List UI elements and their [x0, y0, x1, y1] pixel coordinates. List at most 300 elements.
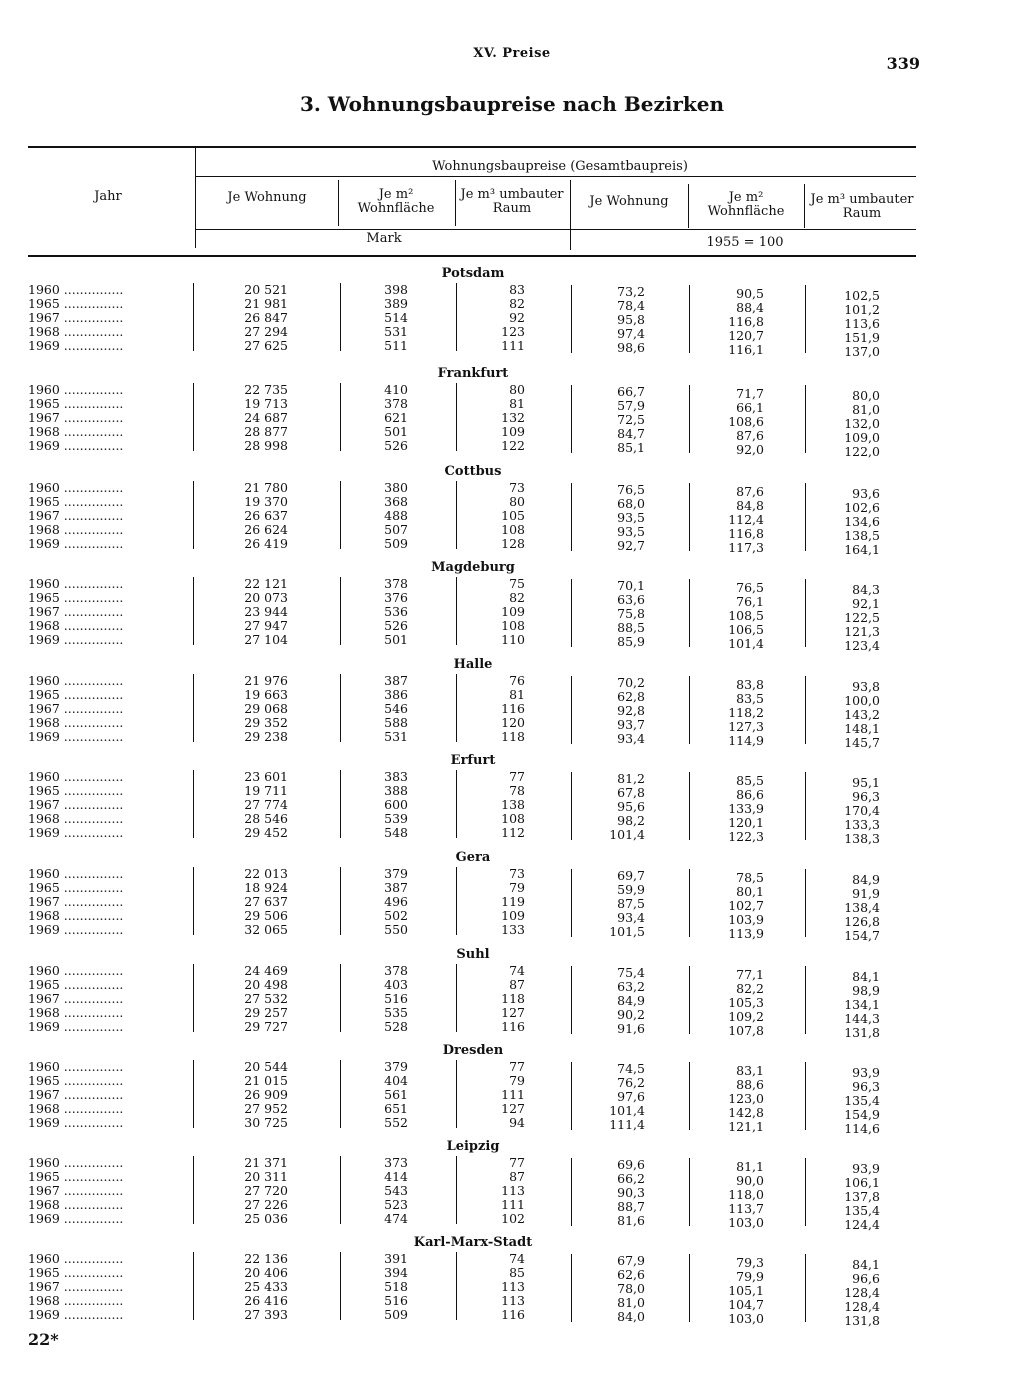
dot-leader: ............... [59, 397, 124, 411]
cell-je-wohnung-mark: 28 546 [244, 811, 288, 826]
cell-je-wohnung-mark: 26 416 [244, 1293, 288, 1308]
year-label [28, 439, 188, 453]
cell-je-m3-index: 96,3 [852, 789, 880, 804]
cell-je-m2-mark: 496 [384, 894, 408, 909]
cell-je-wohnung-mark: 24 687 [244, 410, 288, 425]
year-label [28, 495, 188, 509]
cell-je-m2-index: 87,6 [736, 484, 764, 499]
cell-je-m3-index: 91,9 [852, 886, 880, 901]
year-label [28, 992, 188, 1006]
dot-leader: ............... [59, 909, 124, 923]
year-label [28, 283, 188, 297]
year-label [28, 481, 188, 495]
dot-leader: ............... [59, 1280, 124, 1294]
dot-leader: ............... [59, 674, 124, 688]
cell-je-m3-mark: 113 [501, 1293, 525, 1308]
cell-je-m3-mark: 83 [509, 282, 525, 297]
cell-je-wohnung-mark: 26 624 [244, 522, 288, 537]
cell-je-m2-index: 81,1 [736, 1159, 764, 1174]
column-rule [193, 1156, 194, 1224]
cell-je-m2-index: 76,1 [736, 594, 764, 609]
cell-je-wohnung-mark: 23 601 [244, 769, 288, 784]
cell-je-m2-mark: 378 [384, 396, 408, 411]
cell-je-m3-index: 95,1 [852, 775, 880, 790]
cell-je-m2-index: 118,2 [728, 705, 764, 720]
dot-leader: ............... [59, 867, 124, 881]
dot-leader: ............... [59, 633, 124, 647]
year-label [28, 1198, 188, 1212]
dot-leader: ............... [59, 1116, 124, 1130]
cell-je-wohnung-mark: 27 947 [244, 618, 288, 633]
cell-je-m2-index: 112,4 [728, 512, 764, 527]
cell-je-m3-index: 143,2 [844, 707, 880, 722]
year-label [28, 339, 188, 353]
year-value: 1960 [28, 481, 60, 495]
cell-je-m2-index: 113,7 [728, 1201, 764, 1216]
cell-je-m3-mark: 123 [501, 324, 525, 339]
cell-je-m3-mark: 73 [509, 480, 525, 495]
cell-je-m2-mark: 398 [384, 282, 408, 297]
cell-je-wohnung-index: 87,5 [617, 896, 645, 911]
cell-je-wohnung-index: 68,0 [617, 496, 645, 511]
dot-leader: ............... [59, 770, 124, 784]
cell-je-wohnung-mark: 19 663 [244, 687, 288, 702]
cell-je-wohnung-mark: 27 637 [244, 894, 288, 909]
year-value: 1968 [28, 1102, 60, 1116]
year-label [28, 923, 188, 937]
cell-je-wohnung-index: 84,0 [617, 1309, 645, 1324]
year-label [28, 770, 188, 784]
district-name: Cottbus [444, 464, 502, 479]
year-value: 1969 [28, 1308, 60, 1322]
year-label [28, 577, 188, 591]
cell-je-wohnung-mark: 19 711 [244, 783, 288, 798]
cell-je-m3-mark: 118 [501, 991, 525, 1006]
cell-je-m2-index: 66,1 [736, 400, 764, 415]
year-label [28, 1088, 188, 1102]
cell-je-wohnung-index: 93,7 [617, 717, 645, 732]
cell-je-wohnung-index: 62,6 [617, 1267, 645, 1282]
year-label [28, 674, 188, 688]
cell-je-wohnung-mark: 19 713 [244, 396, 288, 411]
cell-je-m2-index: 87,6 [736, 428, 764, 443]
cell-je-m2-mark: 552 [384, 1115, 408, 1130]
cell-je-m3-mark: 81 [509, 687, 525, 702]
cell-je-m3-mark: 120 [501, 715, 525, 730]
cell-je-m3-mark: 132 [501, 410, 525, 425]
cell-je-m3-index: 131,8 [844, 1025, 880, 1040]
year-label [28, 1212, 188, 1226]
year-value: 1965 [28, 1266, 60, 1280]
year-value: 1969 [28, 439, 60, 453]
cell-je-m2-index: 76,5 [736, 580, 764, 595]
cell-je-m3-mark: 127 [501, 1005, 525, 1020]
cell-je-m2-mark: 516 [384, 1293, 408, 1308]
year-value: 1968 [28, 1006, 60, 1020]
cell-je-m2-mark: 380 [384, 480, 408, 495]
signature-mark: 22* [28, 1330, 59, 1349]
year-value: 1968 [28, 716, 60, 730]
dot-leader: ............... [59, 481, 124, 495]
year-label [28, 1308, 188, 1322]
cell-je-m3-mark: 138 [501, 797, 525, 812]
cell-je-m3-mark: 75 [509, 576, 525, 591]
cell-je-m3-mark: 80 [509, 382, 525, 397]
year-label [28, 1294, 188, 1308]
cell-je-m2-mark: 531 [384, 729, 408, 744]
header-divider-5 [804, 184, 805, 228]
year-value: 1968 [28, 812, 60, 826]
year-value: 1967 [28, 1088, 60, 1102]
year-value: 1967 [28, 411, 60, 425]
cell-je-m3-index: 98,9 [852, 983, 880, 998]
cell-je-m3-mark: 77 [509, 1155, 525, 1170]
column-header-rule [196, 229, 916, 230]
cell-je-m2-index: 103,0 [728, 1215, 764, 1230]
district-name: Karl-Marx-Stadt [413, 1235, 533, 1250]
cell-je-wohnung-index: 76,5 [617, 482, 645, 497]
year-label [28, 297, 188, 311]
cell-je-wohnung-mark: 20 544 [244, 1059, 288, 1074]
cell-je-m2-mark: 588 [384, 715, 408, 730]
cell-je-m3-index: 154,7 [844, 928, 880, 943]
year-label [28, 730, 188, 744]
cell-je-m2-index: 118,0 [728, 1187, 764, 1202]
cell-je-wohnung-index: 70,1 [617, 578, 645, 593]
column-rule [193, 674, 194, 742]
cell-je-wohnung-mark: 21 976 [244, 673, 288, 688]
cell-je-m2-mark: 526 [384, 438, 408, 453]
cell-je-m3-index: 93,9 [852, 1065, 880, 1080]
cell-je-m2-mark: 561 [384, 1087, 408, 1102]
cell-je-m3-index: 134,1 [844, 997, 880, 1012]
district-name: Erfurt [450, 753, 496, 768]
cell-je-m3-index: 122,0 [844, 444, 880, 459]
cell-je-m3-index: 93,8 [852, 679, 880, 694]
cell-je-m2-index: 90,5 [736, 286, 764, 301]
cell-je-m3-mark: 80 [509, 494, 525, 509]
cell-je-m3-mark: 108 [501, 522, 525, 537]
cell-je-m3-mark: 113 [501, 1279, 525, 1294]
cell-je-wohnung-index: 98,6 [617, 340, 645, 355]
cell-je-wohnung-index: 75,4 [617, 965, 645, 980]
year-value: 1967 [28, 992, 60, 1006]
cell-je-wohnung-mark: 22 735 [244, 382, 288, 397]
cell-je-m2-index: 83,1 [736, 1063, 764, 1078]
year-value: 1965 [28, 591, 60, 605]
cell-je-m3-mark: 133 [501, 922, 525, 937]
cell-je-m3-mark: 127 [501, 1101, 525, 1116]
cell-je-wohnung-index: 81,0 [617, 1295, 645, 1310]
group-header: Wohnungsbaupreise (Gesamtbaupreis) [432, 159, 688, 174]
cell-je-m3-index: 121,3 [844, 624, 880, 639]
cell-je-m2-mark: 501 [384, 632, 408, 647]
cell-je-m2-mark: 501 [384, 424, 408, 439]
year-label [28, 509, 188, 523]
cell-je-wohnung-mark: 29 238 [244, 729, 288, 744]
cell-je-m3-index: 92,1 [852, 596, 880, 611]
cell-je-m2-mark: 376 [384, 590, 408, 605]
cell-je-m2-index: 79,9 [736, 1269, 764, 1284]
year-value: 1968 [28, 425, 60, 439]
cell-je-m3-index: 126,8 [844, 914, 880, 929]
cell-je-wohnung-mark: 24 469 [244, 963, 288, 978]
header-divider-1 [338, 180, 339, 226]
dot-leader: ............... [59, 1252, 124, 1266]
cell-je-wohnung-index: 88,7 [617, 1199, 645, 1214]
cell-je-wohnung-index: 69,6 [617, 1157, 645, 1172]
cell-je-m3-mark: 109 [501, 424, 525, 439]
cell-je-wohnung-mark: 28 877 [244, 424, 288, 439]
cell-je-m2-index: 102,7 [728, 898, 764, 913]
cell-je-wohnung-mark: 25 036 [244, 1211, 288, 1226]
header-divider-3 [570, 180, 571, 250]
stub-divider [195, 148, 196, 248]
cell-je-wohnung-mark: 27 104 [244, 632, 288, 647]
cell-je-m2-mark: 383 [384, 769, 408, 784]
cell-je-m2-index: 77,1 [736, 967, 764, 982]
dot-leader: ............... [59, 283, 124, 297]
district-name: Potsdam [441, 266, 505, 281]
cell-je-wohnung-mark: 20 521 [244, 282, 288, 297]
district-name: Leipzig [446, 1139, 500, 1154]
year-value: 1960 [28, 674, 60, 688]
cell-je-m3-mark: 85 [509, 1265, 525, 1280]
cell-je-m3-mark: 73 [509, 866, 525, 881]
unit-mark: Mark [366, 231, 402, 246]
unit-index: 1955 = 100 [706, 235, 784, 250]
cell-je-m2-index: 116,8 [728, 526, 764, 541]
year-value: 1960 [28, 964, 60, 978]
cell-je-m2-mark: 550 [384, 922, 408, 937]
cell-je-wohnung-index: 84,7 [617, 426, 645, 441]
cell-je-m3-mark: 113 [501, 1183, 525, 1198]
cell-je-m3-mark: 110 [501, 632, 525, 647]
cell-je-wohnung-index: 101,4 [609, 1103, 645, 1118]
cell-je-m3-index: 114,6 [844, 1121, 880, 1136]
cell-je-m2-index: 88,6 [736, 1077, 764, 1092]
column-rule [193, 867, 194, 935]
cell-je-m2-mark: 410 [384, 382, 408, 397]
cell-je-m2-mark: 368 [384, 494, 408, 509]
col-header-mark-per-dwelling: Je Wohnung [227, 190, 307, 205]
cell-je-wohnung-index: 66,2 [617, 1171, 645, 1186]
cell-je-m3-mark: 122 [501, 438, 525, 453]
cell-je-wohnung-mark: 32 065 [244, 922, 288, 937]
cell-je-m3-index: 138,5 [844, 528, 880, 543]
cell-je-m2-index: 116,8 [728, 314, 764, 329]
year-value: 1968 [28, 909, 60, 923]
year-value: 1968 [28, 619, 60, 633]
dot-leader: ............... [59, 383, 124, 397]
cell-je-m3-mark: 94 [509, 1115, 525, 1130]
dot-leader: ............... [59, 425, 124, 439]
cell-je-m3-mark: 111 [501, 338, 525, 353]
cell-je-m3-index: 93,6 [852, 486, 880, 501]
year-value: 1965 [28, 1170, 60, 1184]
dot-leader: ............... [59, 1074, 124, 1088]
cell-je-wohnung-index: 101,5 [609, 924, 645, 939]
year-value: 1969 [28, 537, 60, 551]
chapter-heading: XV. Preise [473, 46, 551, 61]
cell-je-m2-mark: 387 [384, 880, 408, 895]
year-label [28, 591, 188, 605]
cell-je-m3-index: 106,1 [844, 1175, 880, 1190]
cell-je-m3-mark: 74 [509, 963, 525, 978]
cell-je-wohnung-index: 69,7 [617, 868, 645, 883]
cell-je-wohnung-mark: 25 433 [244, 1279, 288, 1294]
cell-je-m3-index: 123,4 [844, 638, 880, 653]
cell-je-wohnung-index: 85,1 [617, 440, 645, 455]
year-column-header: Jahr [94, 189, 122, 204]
dot-leader: ............... [59, 964, 124, 978]
col-header-mark-per-m3: Je m³ umbauter Raum [460, 187, 564, 216]
cell-je-wohnung-index: 95,8 [617, 312, 645, 327]
cell-je-m2-index: 105,1 [728, 1283, 764, 1298]
cell-je-m2-index: 92,0 [736, 442, 764, 457]
cell-je-m2-index: 113,9 [728, 926, 764, 941]
cell-je-m2-mark: 539 [384, 811, 408, 826]
dot-leader: ............... [59, 992, 124, 1006]
cell-je-wohnung-index: 93,4 [617, 910, 645, 925]
cell-je-m3-mark: 79 [509, 1073, 525, 1088]
year-label [28, 895, 188, 909]
cell-je-m2-mark: 546 [384, 701, 408, 716]
cell-je-m2-mark: 502 [384, 908, 408, 923]
year-label [28, 1170, 188, 1184]
dot-leader: ............... [59, 509, 124, 523]
cell-je-m3-index: 84,9 [852, 872, 880, 887]
cell-je-m3-index: 100,0 [844, 693, 880, 708]
year-label [28, 1074, 188, 1088]
cell-je-wohnung-index: 90,3 [617, 1185, 645, 1200]
cell-je-m2-index: 107,8 [728, 1023, 764, 1038]
year-value: 1965 [28, 397, 60, 411]
year-value: 1960 [28, 867, 60, 881]
cell-je-m3-mark: 116 [501, 1019, 525, 1034]
column-rule [193, 1060, 194, 1128]
cell-je-wohnung-index: 98,2 [617, 813, 645, 828]
cell-je-wohnung-mark: 29 452 [244, 825, 288, 840]
year-label [28, 1020, 188, 1034]
cell-je-m3-index: 164,1 [844, 542, 880, 557]
cell-je-m3-index: 137,8 [844, 1189, 880, 1204]
dot-leader: ............... [59, 716, 124, 730]
cell-je-m3-index: 138,4 [844, 900, 880, 915]
cell-je-m3-mark: 119 [501, 894, 525, 909]
cell-je-m3-index: 170,4 [844, 803, 880, 818]
cell-je-wohnung-index: 93,5 [617, 510, 645, 525]
dot-leader: ............... [59, 895, 124, 909]
cell-je-wohnung-mark: 20 311 [244, 1169, 288, 1184]
dot-leader: ............... [59, 1088, 124, 1102]
cell-je-wohnung-mark: 27 532 [244, 991, 288, 1006]
group-header-rule [196, 176, 916, 177]
cell-je-m3-mark: 111 [501, 1197, 525, 1212]
year-value: 1967 [28, 1280, 60, 1294]
year-label [28, 1060, 188, 1074]
dot-leader: ............... [59, 325, 124, 339]
year-value: 1969 [28, 633, 60, 647]
dot-leader: ............... [59, 978, 124, 992]
col-header-index-per-m3: Je m³ umbauter Raum [810, 192, 914, 221]
dot-leader: ............... [59, 591, 124, 605]
dot-leader: ............... [59, 702, 124, 716]
year-value: 1960 [28, 1252, 60, 1266]
cell-je-m2-mark: 536 [384, 604, 408, 619]
cell-je-m2-mark: 404 [384, 1073, 408, 1088]
cell-je-m3-mark: 108 [501, 811, 525, 826]
cell-je-m2-index: 79,3 [736, 1255, 764, 1270]
cell-je-wohnung-mark: 26 637 [244, 508, 288, 523]
header-bottom-rule [28, 255, 916, 257]
cell-je-m2-mark: 388 [384, 783, 408, 798]
cell-je-m2-mark: 651 [384, 1101, 408, 1116]
year-label [28, 964, 188, 978]
year-label [28, 1252, 188, 1266]
cell-je-m2-mark: 535 [384, 1005, 408, 1020]
col-header-index-per-dwelling: Je Wohnung [589, 194, 669, 209]
dot-leader: ............... [59, 1060, 124, 1074]
year-label [28, 619, 188, 633]
cell-je-m3-mark: 77 [509, 769, 525, 784]
cell-je-wohnung-mark: 18 924 [244, 880, 288, 895]
year-label [28, 383, 188, 397]
column-rule [193, 481, 194, 549]
cell-je-m2-mark: 386 [384, 687, 408, 702]
dot-leader: ............... [59, 297, 124, 311]
cell-je-wohnung-index: 93,4 [617, 731, 645, 746]
cell-je-wohnung-index: 67,9 [617, 1253, 645, 1268]
year-value: 1967 [28, 1184, 60, 1198]
cell-je-m3-mark: 92 [509, 310, 525, 325]
cell-je-wohnung-mark: 29 506 [244, 908, 288, 923]
cell-je-m2-index: 106,5 [728, 622, 764, 637]
cell-je-m2-index: 101,4 [728, 636, 764, 651]
cell-je-m3-index: 84,3 [852, 582, 880, 597]
year-label [28, 1156, 188, 1170]
dot-leader: ............... [59, 439, 124, 453]
year-value: 1969 [28, 923, 60, 937]
cell-je-wohnung-mark: 20 498 [244, 977, 288, 992]
district-name: Halle [453, 657, 493, 672]
cell-je-m2-index: 90,0 [736, 1173, 764, 1188]
year-label [28, 702, 188, 716]
cell-je-m2-index: 120,1 [728, 815, 764, 830]
cell-je-m2-index: 85,5 [736, 773, 764, 788]
cell-je-wohnung-mark: 22 013 [244, 866, 288, 881]
cell-je-m2-mark: 403 [384, 977, 408, 992]
dot-leader: ............... [59, 577, 124, 591]
cell-je-m2-index: 108,6 [728, 414, 764, 429]
col-header-mark-per-m2: Je m² Wohnfläche [357, 187, 435, 216]
column-rule [193, 770, 194, 838]
header-divider-4 [688, 184, 689, 228]
cell-je-m3-mark: 109 [501, 604, 525, 619]
year-label [28, 311, 188, 325]
cell-je-m3-index: 148,1 [844, 721, 880, 736]
cell-je-wohnung-mark: 21 371 [244, 1155, 288, 1170]
cell-je-wohnung-mark: 29 068 [244, 701, 288, 716]
cell-je-m3-mark: 76 [509, 673, 525, 688]
cell-je-m2-mark: 526 [384, 618, 408, 633]
cell-je-m3-index: 124,4 [844, 1217, 880, 1232]
cell-je-m2-mark: 511 [384, 338, 408, 353]
cell-je-wohnung-index: 63,2 [617, 979, 645, 994]
cell-je-m3-index: 144,3 [844, 1011, 880, 1026]
cell-je-wohnung-index: 101,4 [609, 827, 645, 842]
dot-leader: ............... [59, 798, 124, 812]
